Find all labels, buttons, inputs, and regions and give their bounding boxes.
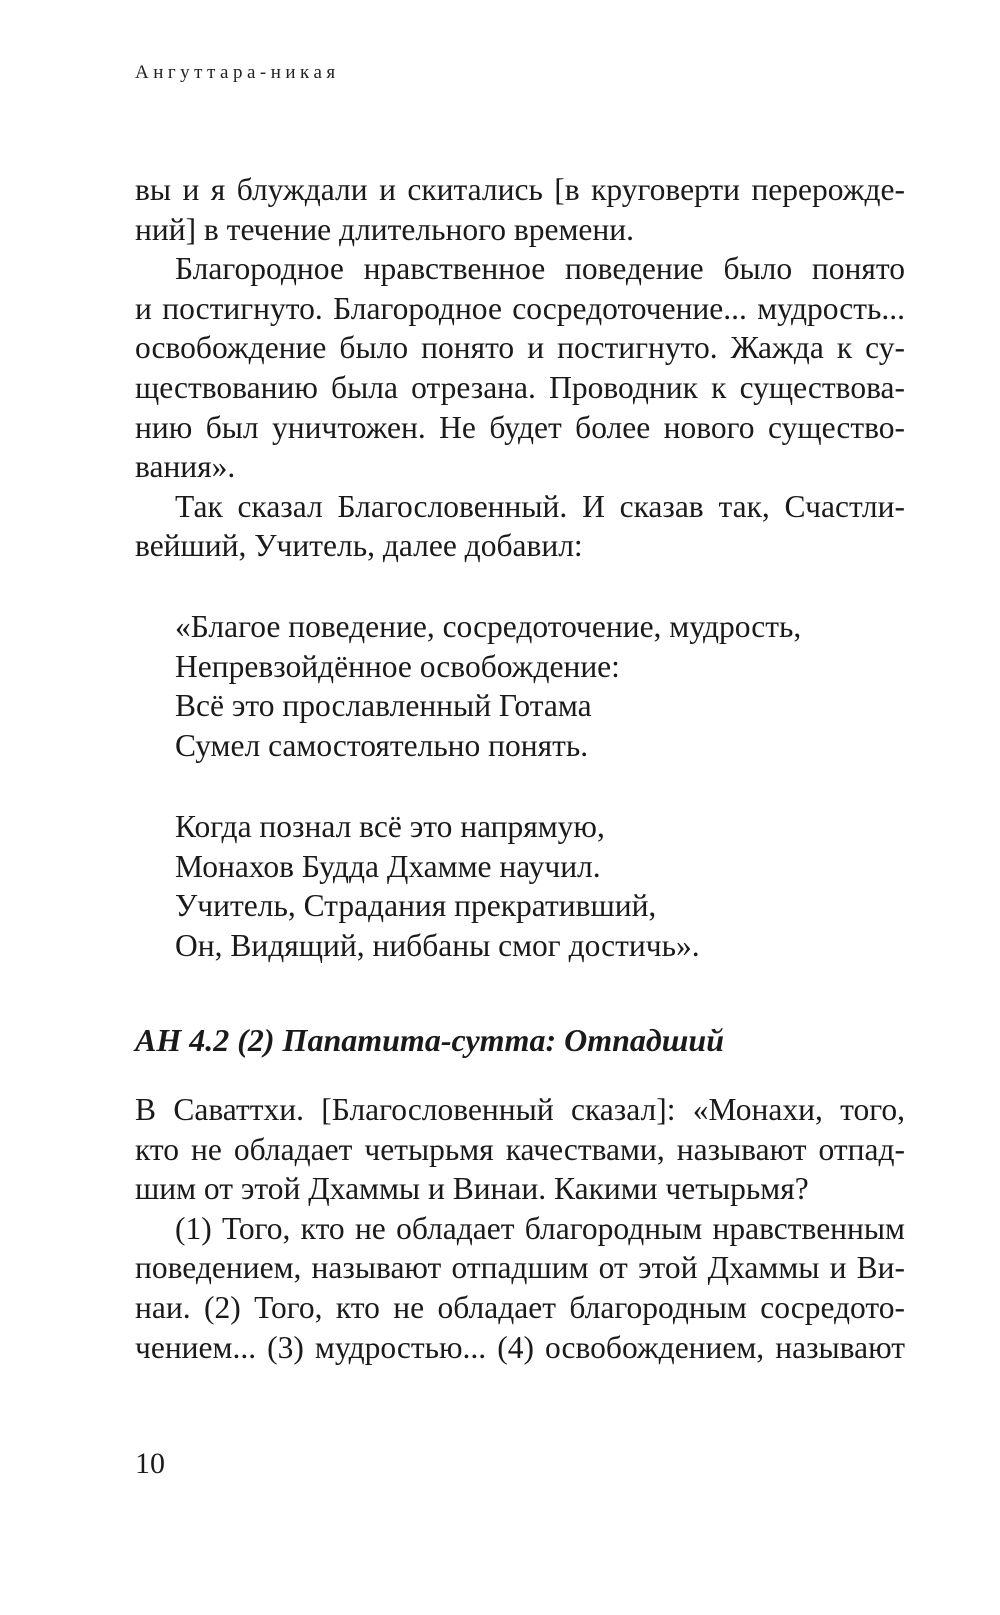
text-line: шим от этой Дхаммы и Винаи. Какими четырьмя? [135, 1171, 809, 1207]
running-head: Ангуттара-никая [135, 62, 340, 83]
text-line: вейший, Учитель, далее добавил: [135, 528, 583, 564]
text-line: поведением, называют отпадшим от этой Дхаммы и Ви- [135, 1250, 905, 1286]
verse-stanza-1 [175, 607, 875, 765]
verse-line: Непревзойдённое освобождение: [175, 648, 620, 684]
text-line: ний] в течение длительного времени. [135, 211, 634, 247]
text-line: вания». [135, 449, 236, 485]
section-heading: АН 4.2 (2) Папатита-сутта: Отпадший [135, 1022, 725, 1058]
text-line: Благородное нравственное поведение было понято [175, 251, 905, 287]
verse-line: Когда познал всё это напрямую, [175, 809, 605, 844]
text-line: Так сказал Благословенный. И сказав так, Счастли- [175, 488, 905, 524]
text-line: и постигнуто. Благородное сосредоточение... мудрость... [135, 290, 905, 326]
verse-line: Сумел самостоятельно понять. [175, 727, 589, 763]
verse-line: Учитель, Страдания прекративший, [175, 888, 657, 924]
bottom-text-block [135, 1090, 905, 1367]
verse-stanza-2 [175, 807, 875, 965]
verse-line: Всё это прославленный Готама [175, 688, 592, 724]
verse-line: Монахов Будда Дхамме научил. [175, 848, 601, 884]
top-text-block [135, 170, 905, 566]
text-line: кто не обладает четырьмя качествами, называют отпад- [135, 1131, 905, 1167]
text-line: В Саваттхи. [Благословенный сказал]: «Монахи, того, [135, 1092, 905, 1127]
text-line: вы и я блуждали и скитались [в круговерти перерожде- [135, 172, 905, 207]
text-line: наи. (2) Того, кто не обладает благородным сосредото- [135, 1289, 905, 1325]
text-line: (1) Того, кто не обладает благородным нравственным [175, 1210, 905, 1246]
text-line: ществованию была отрезана. Проводник к существова- [135, 369, 905, 405]
verse-line: Он, Видящий, ниббаны смог достичь». [175, 927, 700, 963]
page-number: 10 [135, 1447, 165, 1480]
text-line: чением... (3) мудростью... (4) освобождением, называют [135, 1329, 905, 1365]
verse-line: «Благое поведение, сосредоточение, мудрость, [175, 609, 802, 644]
text-line: нию был уничтожен. Не будет более нового существо- [135, 409, 905, 445]
text-line: освобождение было понято и постигнуто. Жажда к су- [135, 330, 905, 366]
